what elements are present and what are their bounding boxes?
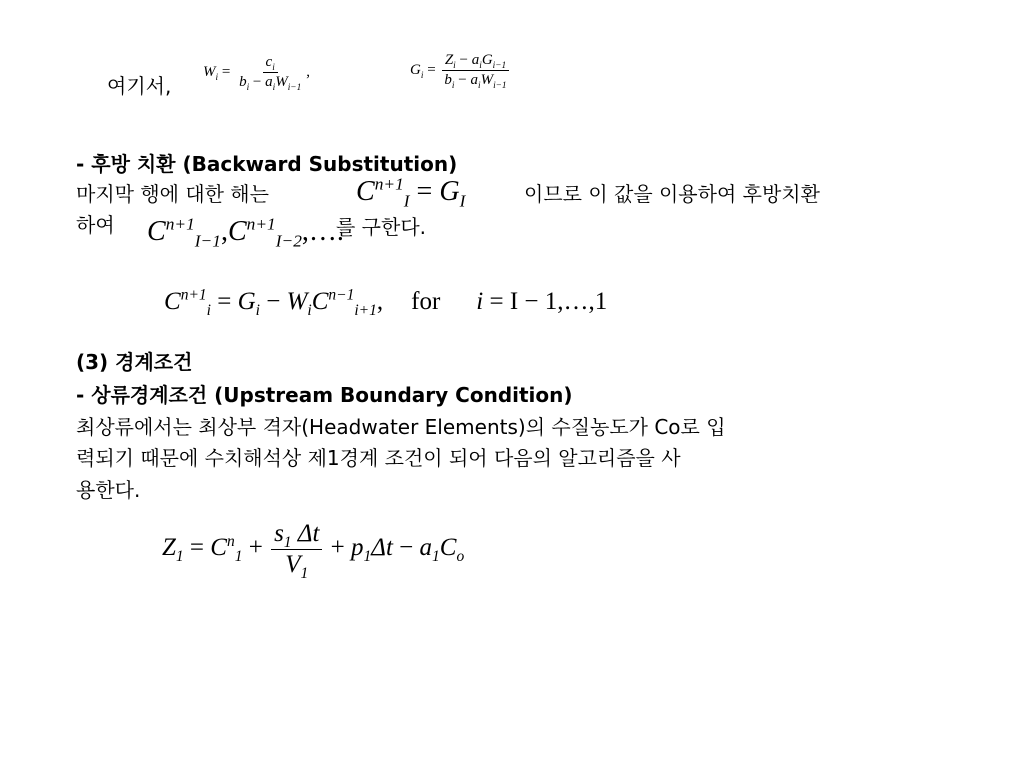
paragraph-line-1-start: 마지막 행에 대한 해는 [76, 182, 269, 206]
equation-z1: $Z_1 = C^n_1$ + $\frac{s_1 \Delta t}{V_1}$ + $p_1\Delta t - a_1C_o$ [162, 520, 465, 582]
equation-g: $G_i$ = $\frac{Z_i - a_iG_{i-1}}{b_i - a_iW_{i-1}}$ [410, 52, 512, 89]
paragraph-line-2-start: 하여 [76, 213, 115, 237]
equation-backward: $C^{n+1}_i = G_i - W_iC^{n-1}_{i+1}$, for i = I − 1,…,1 [164, 286, 608, 319]
paragraph2-line-1: 최상류에서는 최상부 격자(Headwater Elements)의 수질농도가 Co로 입 [76, 415, 726, 439]
section-heading-backward: - 후방 치환 (Backward Substitution) [76, 152, 458, 176]
paragraph-line-1-end: 이므로 이 값을 이용하여 후방치환 [524, 182, 820, 206]
intro-label: 여기서, [107, 74, 172, 98]
equation-c-list: $C^{n+1}_{I-1},C^{n+1}_{I-2},\dots$. [147, 214, 344, 251]
section-subheading-upstream: - 상류경계조건 (Upstream Boundary Condition) [76, 383, 573, 407]
section-heading-boundary: (3) 경계조건 [76, 350, 193, 374]
paragraph-line-2-end: 를 구한다. [336, 215, 426, 239]
paragraph2-line-3: 용한다. [76, 478, 141, 502]
equation-w: $W_i$ = $\frac{c_i}{b_i - a_iW_{i-1}}$ , [203, 54, 310, 93]
equation-c-last: $C^{n+1}_I = G_I$ [356, 174, 466, 211]
paragraph2-line-2: 력되기 때문에 수치해석상 제1경계 조건이 되어 다음의 알고리즘을 사 [76, 446, 681, 470]
